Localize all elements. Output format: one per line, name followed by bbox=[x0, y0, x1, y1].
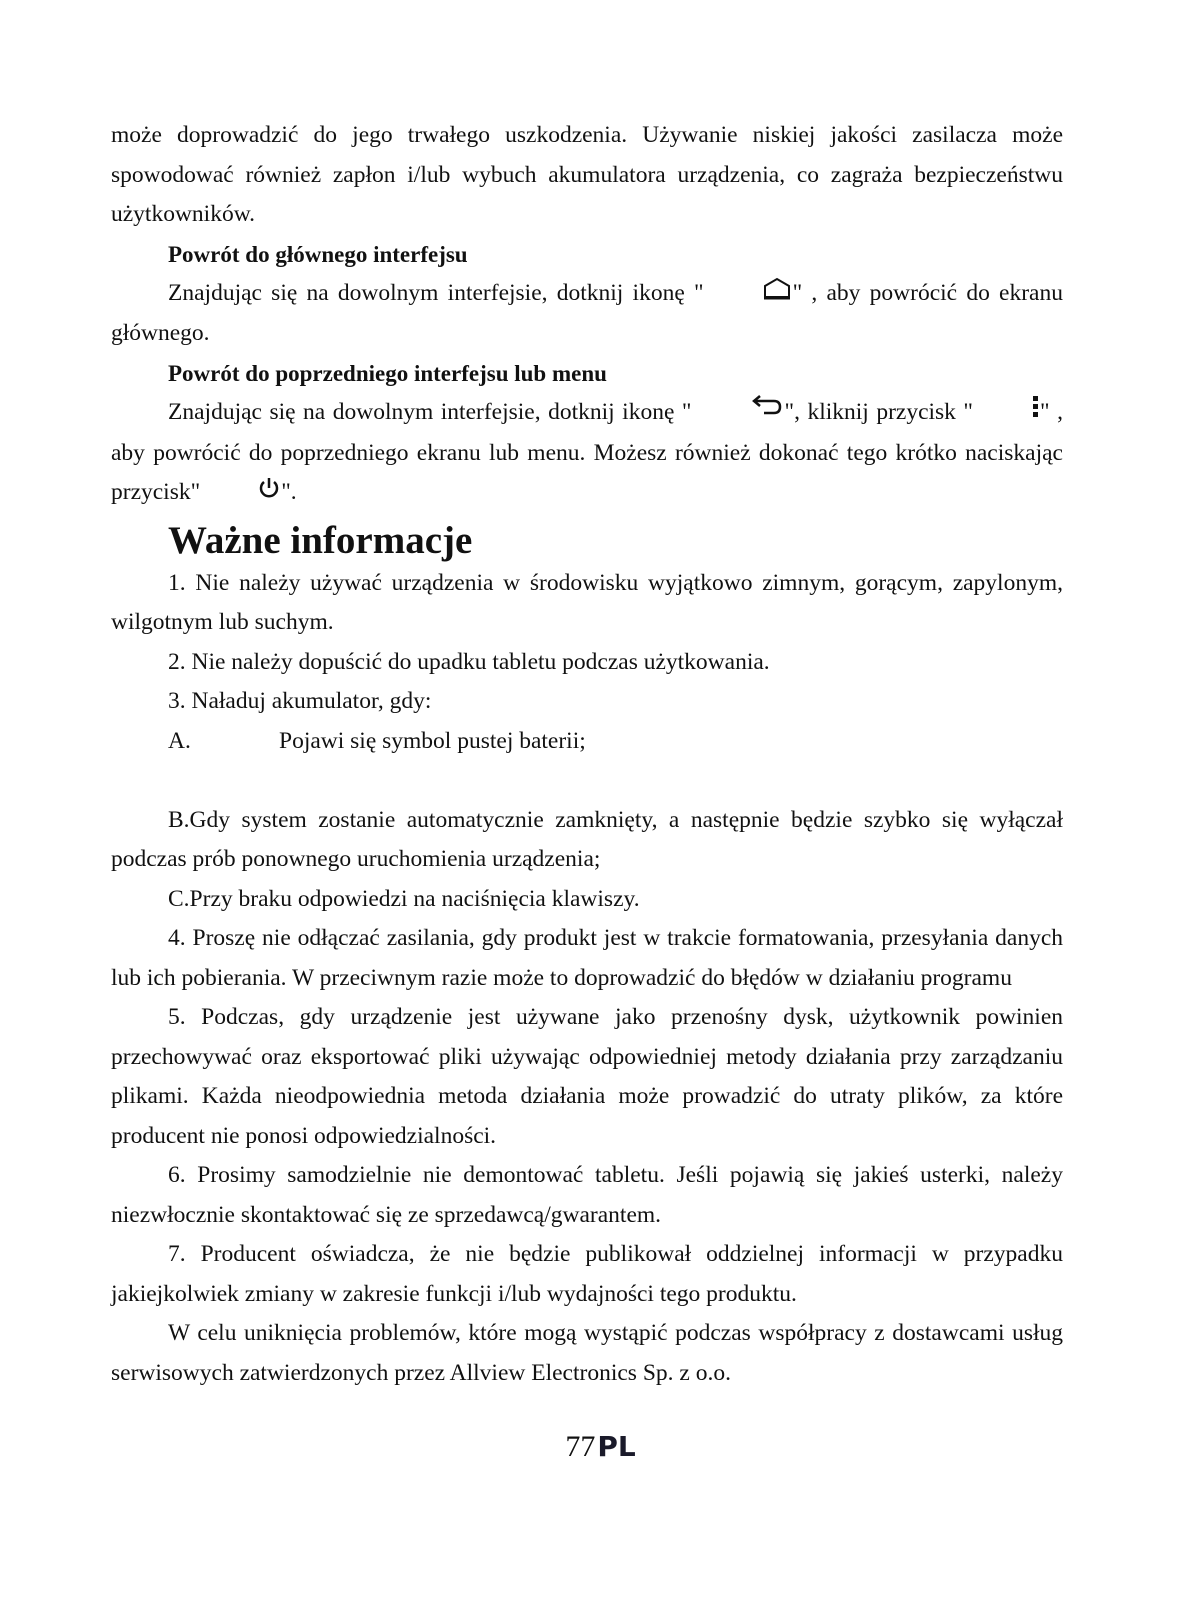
home-heading: Powrót do głównego interfejsu bbox=[168, 241, 468, 267]
important-item-5: 5. Podczas, gdy urządzenie jest używane jako przenośny dysk, użytkownik powinien przechowywać oraz eksportować pliki używając odpowiedniej metody działania przy zarządzaniu plikami. Każda nieodpowiednia metoda działania może prowadzić do utraty plików, za które producent nie ponosi odpowiedzialności. bbox=[111, 1004, 1063, 1149]
condition-letter: A. bbox=[168, 727, 191, 754]
important-item-7: 7. Producent oświadcza, że nie będzie publikował oddzielnej informacji w przypadku jakiejkolwiek zmiany w zakresie funkcji i/lub wydajności tego produktu. bbox=[111, 1241, 1063, 1307]
charge-condition-c: C.Przy braku odpowiedzi na naciśnięcia klawiszy. bbox=[168, 885, 640, 912]
important-item-1: 1. Nie należy używać urządzenia w środowisku wyjątkowo zimnym, gorącym, zapylonym, wilgotnym lub suchym. bbox=[111, 569, 1063, 636]
important-heading: Ważne informacje bbox=[168, 518, 473, 562]
back-text-end: ". bbox=[281, 479, 297, 506]
page-footer bbox=[0, 1430, 1201, 1464]
charge-condition-a bbox=[111, 722, 1063, 762]
back-text-after: " , aby powrócić do poprzedniego ekranu lub menu. Możesz również dokonać tego krótko naciskając przycisk" bbox=[111, 399, 1063, 506]
home-text-after: " , aby powrócić do ekranu głównego. bbox=[111, 280, 1063, 347]
back-heading: Powrót do poprzedniego interfejsu lub menu bbox=[168, 360, 607, 386]
important-item-8: W celu uniknięcia problemów, które mogą wystąpić podczas współpracy z dostawcami usług serwisowych zatwierdzonych przez Allview Electronics Sp. z o.o. bbox=[111, 1320, 1063, 1386]
important-item-2: 2. Nie należy dopuścić do upadku tabletu podczas użytkowania. bbox=[168, 648, 770, 675]
document-page bbox=[111, 116, 1063, 1393]
important-item-4: 4. Proszę nie odłączać zasilania, gdy produkt jest w trakcie formatowania, przesyłania danych lub ich pobierania. W przeciwnym razie może to doprowadzić do błędów w działaniu programu bbox=[111, 925, 1063, 991]
home-paragraph bbox=[111, 274, 1063, 354]
important-item-3: 3. Naładuj akumulator, gdy: bbox=[168, 688, 432, 715]
home-icon bbox=[704, 275, 793, 315]
important-item-6: 6. Prosimy samodzielnie nie demontować tabletu. Jeśli pojawią się jakieś usterki, należy niezwłocznie skontaktować się ze sprzedawcą/gwarantem. bbox=[111, 1162, 1063, 1228]
back-paragraph bbox=[111, 393, 1063, 513]
back-arrow-icon bbox=[691, 394, 784, 434]
power-icon bbox=[200, 474, 281, 514]
intro-paragraph: może doprowadzić do jego trwałego uszkodzenia. Używanie niskiej jakości zasilacza może spowodować również zapłon i/lub wybuch akumulatora urządzenia, co zagraża bezpieczeństwu użytkowników. bbox=[111, 122, 1063, 227]
condition-text: Pojawi się symbol pustej baterii; bbox=[279, 727, 586, 754]
back-text-before: Znajdując się na dowolnym interfejsie, dotknij ikonę " bbox=[168, 399, 692, 426]
page-number: 77 bbox=[565, 1430, 596, 1463]
menu-dots-icon bbox=[973, 394, 1040, 434]
home-text-before: Znajdując się na dowolnym interfejsie, dotknij ikonę " bbox=[168, 280, 704, 306]
back-text-mid: ", kliknij przycisk " bbox=[784, 399, 974, 426]
language-code: PL bbox=[597, 1430, 636, 1463]
charge-condition-b: B.Gdy system zostanie automatycznie zamknięty, a następnie będzie szybko się wyłączał podczas prób ponownego uruchomienia urządzenia; bbox=[111, 806, 1063, 873]
